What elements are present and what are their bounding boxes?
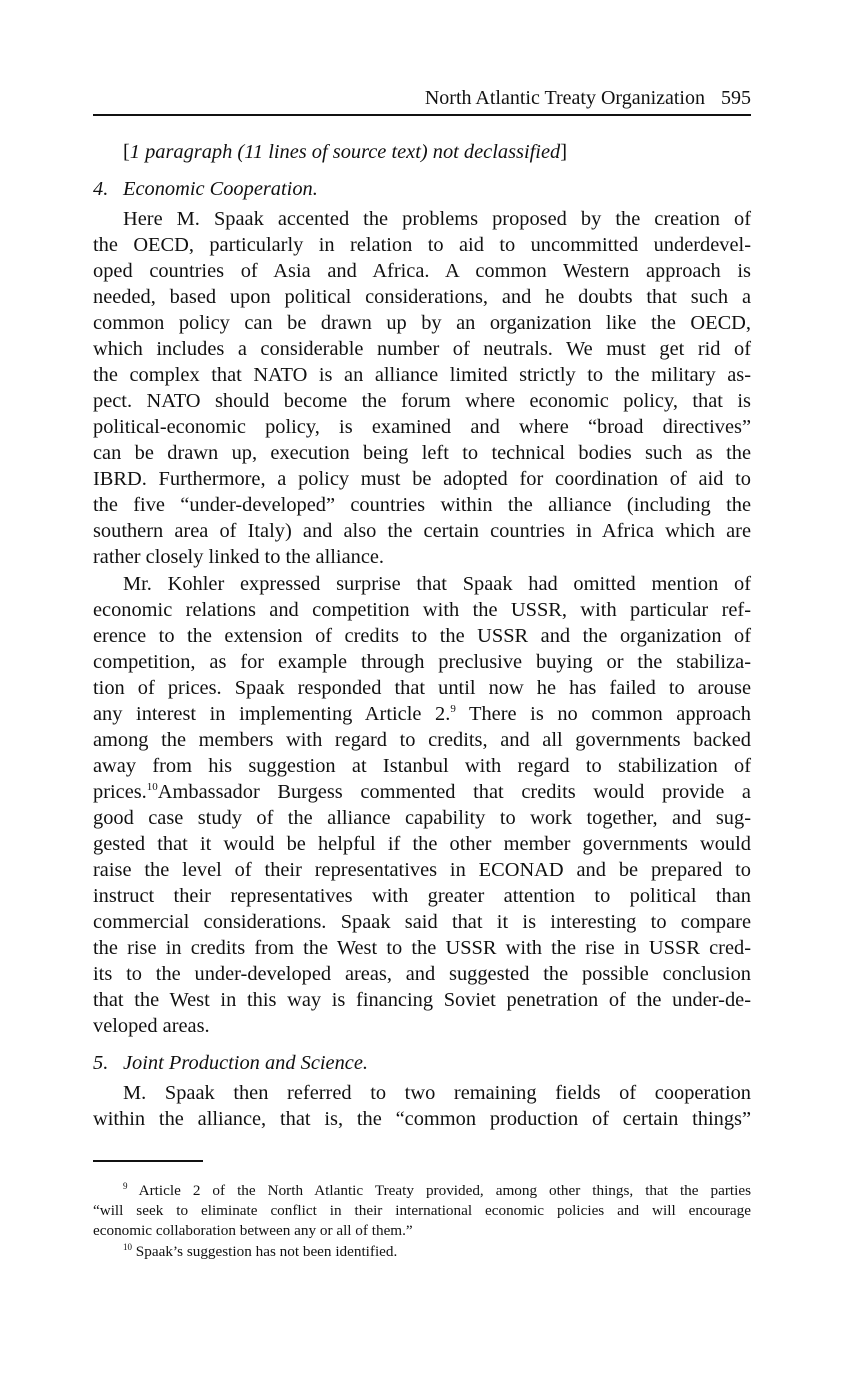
text-line: tion of prices. Spaak responded that until now he has failed to arouse — [93, 677, 751, 699]
editorial-note: [1 paragraph (11 lines of source text) not declassified] — [123, 141, 567, 163]
footnote-rule — [93, 1160, 203, 1162]
text-line: good case study of the alliance capability to work together, and sug- — [93, 807, 751, 829]
text-line: Here M. Spaak accented the problems proposed by the creation of — [123, 208, 751, 230]
text-line: needed, based upon political considerations, and he doubts that such a — [93, 286, 751, 308]
page-number: 595 — [721, 87, 751, 109]
text-line: oped countries of Asia and Africa. A common Western approach is — [93, 260, 751, 282]
text-line: its to the under-developed areas, and suggested the possible conclusion — [93, 963, 751, 985]
text-line: the OECD, particularly in relation to aid to uncommitted underdevel- — [93, 234, 751, 256]
text-line: away from his suggestion at Istanbul with regard to stabilization of — [93, 755, 751, 777]
footnote-line: $^{10}$ Spaak’s suggestion has not been identified. — [123, 1242, 398, 1260]
text-line: the complex that NATO is an alliance limited strictly to the military as- — [93, 364, 751, 386]
text-line: commercial considerations. Spaak said that it is interesting to compare — [93, 911, 751, 933]
text-line: can be drawn up, execution being left to technical bodies such as the — [93, 442, 751, 464]
text-line: political-economic policy, is examined and where “broad directives” — [93, 416, 751, 438]
text-line: which includes a considerable number of neutrals. We must get rid of — [93, 338, 751, 360]
text-line: common policy can be drawn up by an organization like the OECD, — [93, 312, 751, 334]
text-line: Mr. Kohler expressed surprise that Spaak had omitted mention of — [123, 573, 751, 595]
text-line: instruct their representatives with greater attention to political than — [93, 885, 751, 907]
text-line: IBRD. Furthermore, a policy must be adopted for coordination of aid to — [93, 468, 751, 490]
text-line: prices.$^{10}$Ambassador Burgess commented that credits would provide a — [93, 781, 751, 803]
text-line: economic relations and competition with the USSR, with particular ref- — [93, 599, 751, 621]
footnote-line: economic collaboration between any or all of them.” — [93, 1222, 413, 1239]
header-rule — [93, 114, 751, 116]
text-line: any interest in implementing Article 2.$^9$ There is no common approach — [93, 703, 751, 725]
text-line: erence to the extension of credits to the USSR and the organization of — [93, 625, 751, 647]
footnote-ref-9[interactable]: 9 — [450, 703, 456, 715]
text-line: the five “under-developed” countries within the alliance (including the — [93, 494, 751, 516]
text-line: that the West in this way is financing Soviet penetration of the under-de- — [93, 989, 751, 1011]
text-line: among the members with regard to credits, and all governments backed — [93, 729, 751, 751]
text-line: pect. NATO should become the forum where economic policy, that is — [93, 390, 751, 412]
text-line: competition, as for example through preclusive buying or the stabiliza- — [93, 651, 751, 673]
text-line: gested that it would be helpful if the other member governments would — [93, 833, 751, 855]
text-line: rather closely linked to the alliance. — [93, 546, 385, 568]
running-title: North Atlantic Treaty Organization — [424, 87, 705, 109]
text-line: raise the level of their representatives in ECONAD and be prepared to — [93, 859, 751, 881]
section-heading-4: 4. Economic Cooperation. — [93, 178, 318, 200]
footnote-line: $^9$ Article 2 of the North Atlantic Treaty provided, among other things, that the parties — [123, 1181, 751, 1199]
footnote-ref-10[interactable]: 10 — [146, 781, 158, 793]
footnote-line: “will seek to eliminate conflict in their international economic policies and will encourage — [93, 1202, 751, 1219]
section-heading-5: 5. Joint Production and Science. — [93, 1052, 368, 1074]
text-line: southern area of Italy) and also the certain countries in Africa which are — [93, 520, 751, 542]
text-line: veloped areas. — [93, 1015, 210, 1037]
running-header — [425, 86, 751, 110]
text-line: M. Spaak then referred to two remaining fields of cooperation — [123, 1082, 751, 1104]
text-line: the rise in credits from the West to the USSR with the rise in USSR cred- — [93, 937, 751, 959]
text-line: within the alliance, that is, the “common production of certain things” — [93, 1108, 751, 1130]
